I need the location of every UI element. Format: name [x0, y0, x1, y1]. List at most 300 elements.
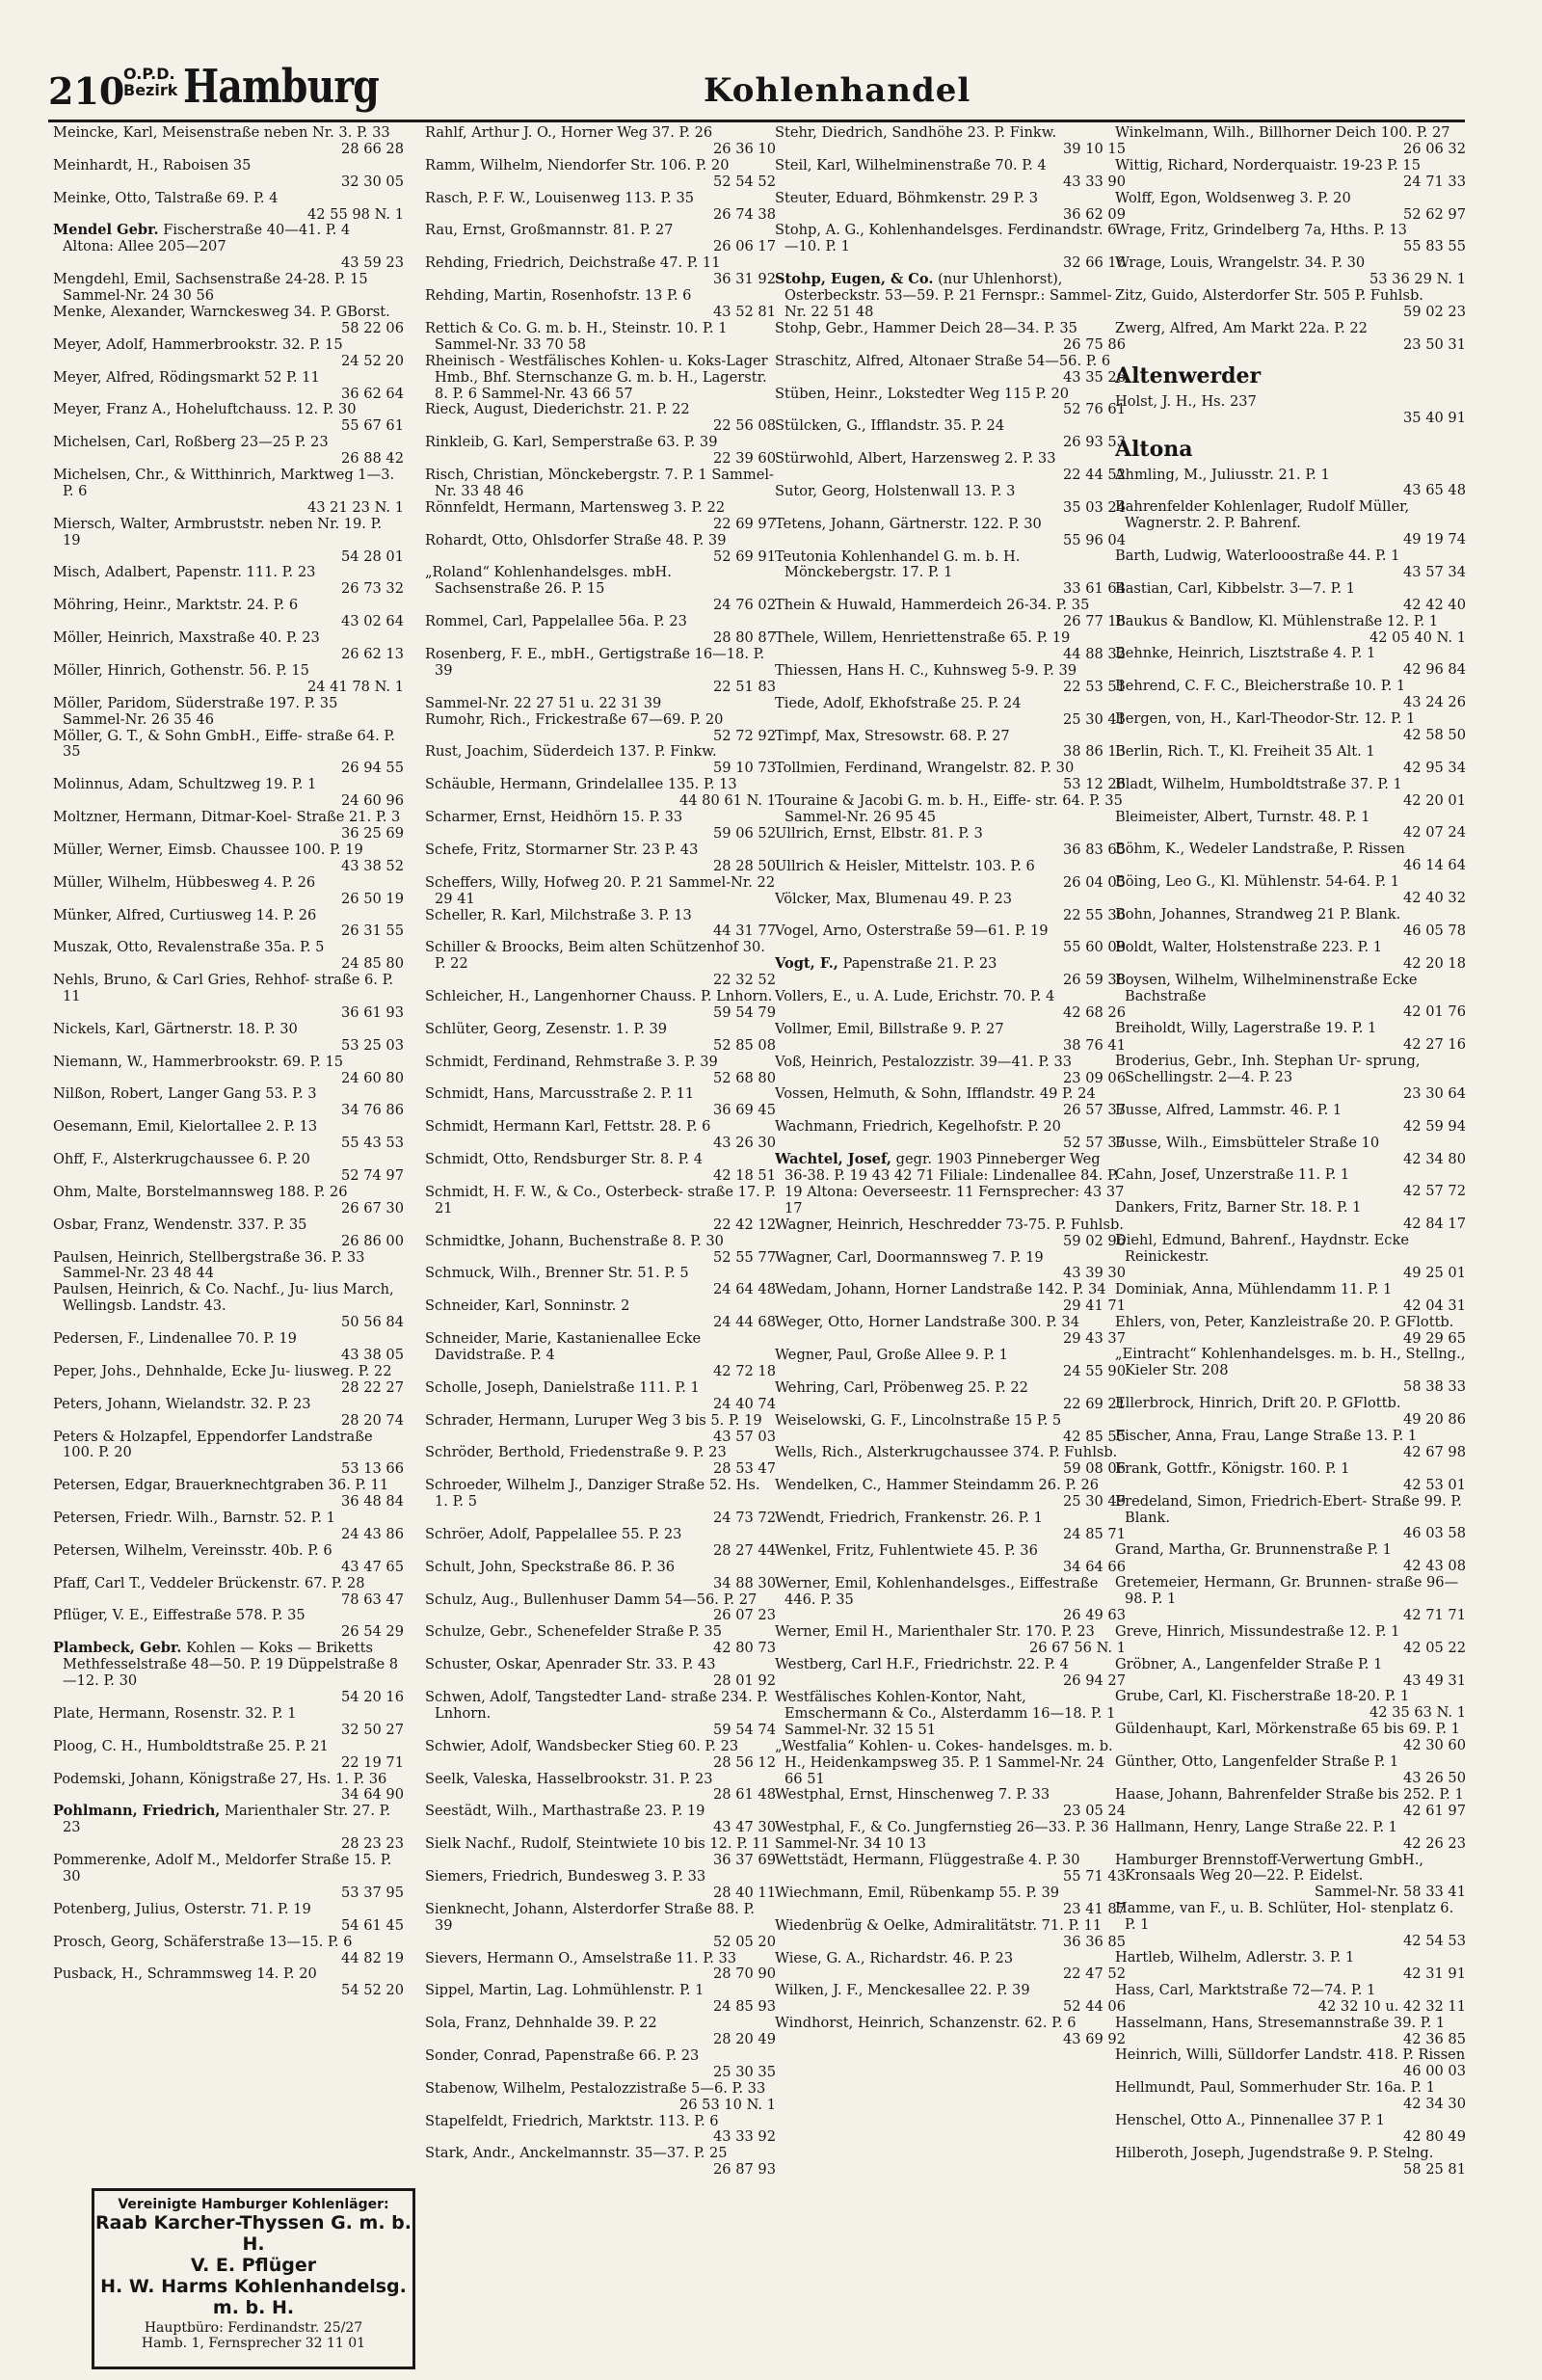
entry-phone: 25 30 35 [713, 2063, 776, 2080]
entry-name: Böing, Leo G., Kl. Mühlenstr. 54-64. [1115, 873, 1371, 891]
entry-address: P. 30 [1046, 1852, 1080, 1869]
directory-entry [53, 1706, 404, 1739]
directory-entry [1115, 255, 1466, 288]
directory-entry [425, 2146, 776, 2179]
entry-name: Wendt, Friedrich, Frankenstr. 26. [775, 1510, 1014, 1527]
directory-entry [1115, 1575, 1466, 1624]
entry-name: Bohn, Johannes, Strandweg 21 [1115, 905, 1336, 923]
ad-company-3: H. W. Harms Kohlenhandelsg. m. b. H. [100, 2276, 407, 2318]
directory-entry [425, 321, 776, 354]
entry-address: P. 35 [1044, 319, 1077, 336]
entry-address: str. 64. P. 35 Sammel-Nr. 26 95 45 [784, 792, 1123, 826]
directory-entry [775, 729, 1126, 762]
entry-name: Mendel Gebr. [53, 222, 159, 239]
directory-entry [53, 1608, 404, 1641]
entry-name: Greve, Hinrich, Missundestraße 12. [1115, 1622, 1371, 1640]
entry-address: Nr. 3. P. 33 [311, 125, 390, 141]
entry-name: Henschel, Otto A., Pinnenallee 37 [1115, 2112, 1356, 2129]
entry-address: P. 33 Sammel-Nr. 23 48 44 [63, 1248, 365, 1282]
entry-address: P. Stelng. [1367, 2144, 1434, 2161]
entry-phone: 43 52 81 [713, 303, 776, 320]
entry-address: P. 6 [685, 1118, 711, 1136]
entry-address: 12. P. 1 [1386, 612, 1439, 629]
entry-address: 100. P. 27 [1380, 125, 1450, 141]
column-2 [425, 125, 776, 2352]
entry-address: Marktweg 1—3. P. 6 [63, 467, 395, 499]
entry-address: Ecke Bachstraße [1125, 971, 1418, 1004]
entry-phone: 26 31 55 [341, 923, 404, 940]
directory-entry [425, 1983, 776, 2016]
entry-name: Hartleb, Wilhelm, Adlerstr. 3. P. 1 [1115, 1948, 1355, 1966]
entry-name: Rinkleib, G. Karl, Semperstraße 63. [425, 434, 680, 451]
entry-name: Bleimeister, Albert, Turnstr. 48. P. 1 [1115, 808, 1370, 825]
directory-entry [775, 1836, 1126, 1853]
entry-name: Sielk Nachf., Rudolf, Steintwiete 10 [425, 1835, 680, 1853]
entry-name: Ohff, F., Alsterkrugchaussee 6. P. 20 [53, 1151, 310, 1168]
entry-phone: 44 82 19 [341, 1949, 404, 1966]
entry-name: Schmidt, Hermann Karl, Fettstr. 28. [425, 1118, 682, 1136]
entry-address: P. 6 [1051, 2015, 1077, 2032]
entry-phone: 28 61 48 [713, 1786, 776, 1804]
directory-entry [53, 1543, 404, 1576]
directory-entry [425, 1560, 776, 1592]
entry-phone: 43 39 30 [1063, 1265, 1126, 1282]
directory-entry [1115, 2016, 1466, 2048]
entry-name: Stapelfeldt, Friedrich, Marktstr. 113. [425, 2112, 690, 2129]
entry-phone: 43 33 92 [713, 2128, 776, 2146]
entry-phone: 53 36 29 N. 1 [1369, 271, 1466, 288]
entry-phone: 42 95 34 [1403, 759, 1466, 776]
directory-entry [775, 1511, 1126, 1543]
entry-address: P. 33 [1016, 1786, 1050, 1804]
directory-entry [53, 1576, 404, 1609]
advertisement-box [92, 2188, 415, 2369]
entry-phone: 24 85 71 [1063, 1525, 1126, 1542]
entry-phone: 28 28 50 [713, 857, 776, 874]
directory-entry [1115, 1542, 1466, 1575]
entry-phone: 36 69 45 [713, 1102, 776, 1119]
entry-phone: 42 53 01 [1403, 1476, 1466, 1493]
entry-name: Wiese, G. A., Richardstr. 46. P. 23 [775, 1949, 1014, 1966]
entry-name: „Eintracht“ Kohlenhandelsges. [1115, 1346, 1336, 1363]
ad-address: Hauptbüro: Ferdinandstr. 25/27 [144, 2320, 363, 2336]
entry-phone: 42 68 26 [1063, 1003, 1126, 1021]
directory-entry [53, 729, 404, 778]
entry-name: Stohp, A. G., Kohlenhandelsges. [775, 222, 1003, 239]
entry-phone: 44 31 77 [713, 923, 776, 940]
entry-name: Rust, Joachim, Süderdeich 137. P. [425, 743, 666, 761]
entry-address: P. 4 [1022, 156, 1047, 174]
entry-name: Münker, Alfred, Curtiusweg 14. P. 26 [53, 906, 317, 923]
directory-entry [1115, 1396, 1466, 1429]
entry-phone: 26 75 86 [1063, 335, 1126, 353]
directory-entry [1115, 468, 1466, 500]
directory-entry [775, 859, 1126, 892]
entry-phone: 36 62 09 [1063, 205, 1126, 223]
directory-entry [425, 777, 776, 810]
directory-entry [53, 598, 404, 630]
directory-entry [53, 1217, 404, 1250]
entry-address: Straße 88. P. 39 [435, 1900, 755, 1934]
entry-name: Risch, Christian, Mönckebergstr. 7. [425, 467, 678, 484]
entry-address: straße 6. P. 11 [63, 972, 394, 1005]
entry-name: Westberg, Carl H.F., Friedrichstr. 22. [775, 1656, 1040, 1673]
directory-entry [53, 1055, 404, 1087]
directory-entry [1115, 1200, 1466, 1233]
directory-entry [53, 370, 404, 403]
directory-entry [775, 598, 1126, 630]
directory-entry [425, 402, 776, 435]
entry-address: P. 1 [1377, 775, 1402, 792]
entry-phone: 59 06 52 [713, 824, 776, 842]
entry-name: Hellmundt, Paul, Sommerhuder Str. [1115, 2079, 1371, 2097]
entry-phone: 49 25 01 [1403, 1264, 1466, 1281]
entry-name: Tiede, Adolf, Ekhofstraße 25. P. 24 [775, 694, 1022, 711]
entry-name: Thele, Willem, Henriettenstraße 65. [775, 629, 1032, 647]
directory-entry [53, 1331, 404, 1364]
entry-phone: 36 61 93 [341, 1003, 404, 1021]
entry-name: Peper, Johs., Dehnhalde, Ecke Ju- [53, 1362, 291, 1379]
entry-name: Weger, Otto, Horner Landstraße 300. [775, 1314, 1042, 1331]
directory-entry [425, 1119, 776, 1152]
entry-phone: 58 25 81 [1403, 2160, 1466, 2178]
entry-phone: 52 55 77 [713, 1248, 776, 1266]
directory-entry [53, 1739, 404, 1772]
entry-name: Pommerenke, Adolf M., Meldorfer [53, 1852, 297, 1869]
entry-phone: 36 62 64 [341, 385, 404, 402]
entry-address: Eiffestraße 446. P. 35 [784, 1574, 1099, 1608]
entry-name: Meinke, Otto, Talstraße 69. P. 4 [53, 189, 279, 206]
entry-address: P. 1 [1374, 873, 1400, 891]
entry-phone: 42 85 55 [1063, 1428, 1126, 1445]
entry-name: Möhring, Heinr., Marktstr. 24. P. 6 [53, 597, 299, 614]
entry-phone: 44 88 32 [1063, 646, 1126, 662]
entry-address: 13. P. 1 [1365, 1427, 1418, 1444]
entry-address: Fischerstraße 40—41. P. 4 Altona: Allee 205—207 [63, 222, 351, 255]
directory-entry [775, 1315, 1126, 1348]
entry-phone: 28 22 27 [341, 1378, 404, 1396]
directory-entry [1115, 744, 1466, 777]
directory-entry [775, 272, 1126, 321]
directory-entry [775, 1152, 1126, 1217]
directory-entry [1115, 321, 1466, 354]
directory-entry [1115, 679, 1466, 711]
entry-name: Hilberoth, Joseph, Jugendstraße 9. [1115, 2144, 1364, 2161]
entry-phone: 26 86 00 [341, 1232, 404, 1249]
entry-phone: 26 57 37 [1063, 1102, 1126, 1119]
ad-heading: Vereinigte Hamburger Kohlenläger: [118, 2197, 389, 2212]
entry-name: Podemski, Johann, Königstraße 27, [53, 1770, 303, 1787]
entry-name: Wilken, J. F., Menckesallee 22. P. 39 [775, 1982, 1030, 1999]
directory-entry [1115, 711, 1466, 744]
entry-phone: 26 53 10 N. 1 [678, 2096, 776, 2113]
entry-phone: 42 36 85 [1403, 2030, 1466, 2047]
entry-name: Stohp, Eugen, & Co. [775, 271, 934, 288]
entry-phone: 42 67 98 [1403, 1443, 1466, 1460]
entry-name: Rommel, Carl, Pappelallee 56a. P. 23 [425, 613, 687, 630]
entry-address: P. 1 Sammel-Nr. 33 48 46 [435, 467, 774, 499]
entry-address: bis 12. P. 11 [684, 1835, 770, 1853]
entry-address: 60. P. 23 [678, 1737, 739, 1754]
entry-name: Niemann, W., Hammerbrookstr. 69. [53, 1053, 306, 1070]
directory-entry [425, 158, 776, 191]
entry-name: Stark, Andr., Anckelmannstr. 35—37. [425, 2145, 690, 2162]
entry-phone: 34 76 86 [341, 1102, 404, 1119]
entry-name: Moltzner, Hermann, Ditmar-Koel- [53, 809, 292, 826]
entry-address: P. 1 [679, 1982, 705, 1999]
entry-name: Prosch, Georg, Schäferstraße 13—15. [53, 1933, 324, 1950]
entry-phone: 44 80 61 N. 1 [678, 792, 776, 810]
directory-entry [53, 1364, 404, 1397]
entry-phone: 49 19 74 [1403, 531, 1466, 548]
directory-entry [1115, 1820, 1466, 1853]
entry-name: Sippel, Martin, Lag. Lohmühlenstr. [425, 1982, 676, 1999]
entry-address: m. b. H., Stellng., Kieler Str. 208 [1125, 1346, 1466, 1379]
directory-entry [53, 1966, 404, 1999]
directory-entry [53, 1022, 404, 1055]
directory-entry [775, 1055, 1126, 1087]
entry-name: Zwerg, Alfred, Am Markt 22a. P. 22 [1115, 319, 1368, 336]
directory-entry [775, 191, 1126, 224]
entry-address: Kohlen — Koks — Briketts Methfesselstraße 48—50. P. 19 Düppelstraße 8—12. P. 30 [63, 1640, 399, 1690]
entry-address: Finkw. [670, 743, 717, 761]
entry-name: Schneider, Karl, Sonninstr. 2 [425, 1297, 630, 1315]
entry-phone: 42 35 63 N. 1 [1369, 1704, 1466, 1722]
entry-address: P. 25 [693, 2145, 728, 2162]
directory-entry [425, 875, 776, 908]
entry-phone: 43 38 52 [341, 857, 404, 874]
entry-phone: 42 61 97 [1403, 1802, 1466, 1819]
entry-phone: 58 22 06 [341, 319, 404, 336]
directory-entry [425, 810, 776, 842]
entry-phone: 42 34 30 [1403, 2096, 1466, 2113]
directory-entry [53, 223, 404, 272]
directory-entry [425, 842, 776, 875]
entry-phone: 55 60 09 [1063, 939, 1126, 956]
directory-entry [425, 744, 776, 777]
entry-phone: 26 67 56 N. 1 [1028, 1640, 1126, 1657]
entry-name: Pohlmann, Friedrich, [53, 1803, 221, 1820]
district-label [123, 66, 177, 98]
directory-entry [53, 1397, 404, 1430]
entry-phone: 46 05 78 [1403, 922, 1466, 939]
entry-phone: 42 04 31 [1403, 1297, 1466, 1314]
directory-entry [775, 1543, 1126, 1576]
entry-name: Schwier, Adolf, Wandsbecker Stieg [425, 1737, 674, 1754]
directory-entry [425, 1185, 776, 1234]
entry-name: Schmidt, H. F. W., & Co., Osterbeck- [425, 1183, 683, 1200]
entry-phone: 22 53 51 [1063, 678, 1126, 695]
entry-name: Wedam, Johann, Horner Landstraße [775, 1281, 1033, 1298]
entry-name: Wettstädt, Hermann, Flüggestraße 4. [775, 1852, 1043, 1869]
directory-entry [53, 1250, 404, 1283]
entry-name: Ploog, C. H., Humboldtstraße 25. [53, 1737, 291, 1754]
entry-phone: 58 38 33 [1403, 1378, 1466, 1396]
directory-entry [425, 1772, 776, 1805]
entry-phone: 52 69 91 [713, 548, 776, 565]
entry-phone: 46 14 64 [1403, 857, 1466, 874]
entry-phone: 52 62 97 [1403, 205, 1466, 223]
entry-name: Menke, Alexander, Warnckesweg 34. [53, 303, 316, 320]
entry-phone: 23 30 64 [1403, 1084, 1466, 1102]
directory-entry [775, 1787, 1126, 1820]
entry-name: Rettich & Co. G. m. b. H., Steinstr. [425, 319, 672, 336]
entry-phone: 26 93 53 [1063, 434, 1126, 451]
directory-entry [53, 565, 404, 598]
entry-address: P. 23 [665, 2046, 700, 2064]
entry-address: P. 11 [286, 368, 320, 386]
entry-address: P. 3 [292, 1085, 317, 1103]
directory-entry [53, 402, 404, 435]
directory-entry [775, 321, 1126, 354]
directory-entry [425, 1380, 776, 1413]
directory-entry [425, 1869, 776, 1902]
entry-name: Winkelmann, Wilh., Billhorner Deich [1115, 125, 1377, 141]
entry-address: 54—56. P. 27 [664, 1591, 758, 1608]
entry-phone: 55 83 55 [1403, 238, 1466, 255]
entry-address: GmbH., Kronsaals Weg 20—22. P. Eidelst. [1125, 1851, 1423, 1885]
entry-phone: 26 88 42 [341, 450, 404, 468]
entry-name: Sienknecht, Johann, Alsterdorfer [425, 1900, 660, 1917]
directory-entry [775, 1576, 1126, 1625]
entry-phone: 22 47 52 [1063, 1966, 1126, 1983]
entry-address: P. 6 [694, 2112, 719, 2129]
entry-name: Möller, Heinrich, Maxstraße 40. P. 23 [53, 629, 320, 647]
entry-name: Pflüger, V. E., Eiffestraße 578. P. 35 [53, 1607, 306, 1624]
entry-name: Hallmann, Henry, Lange Straße 22. [1115, 1818, 1369, 1835]
entry-address: 26. P. 26 [1038, 1477, 1100, 1494]
entry-name: Oesemann, Emil, Kielortallee 2. P. 13 [53, 1118, 318, 1136]
entry-name: Wiechmann, Emil, Rübenkamp 55. [775, 1884, 1022, 1901]
directory-entry [1115, 1624, 1466, 1657]
entry-name: Steuter, Eduard, Böhmkenstr. 29 [775, 189, 1009, 206]
directory-entry [775, 1086, 1126, 1119]
entry-name: Schmidtke, Johann, Buchenstraße 8. [425, 1232, 686, 1249]
entry-phone: 55 43 53 [341, 1135, 404, 1152]
entry-phone: 42 20 01 [1403, 791, 1466, 809]
entry-address: P. 1 [1380, 678, 1406, 695]
entry-address: gegr. 1903 Pinneberger Weg 36-38. P. 19 43 42 71 Filiale: Lindenallee 84. P. 19 Altona: Oeverseestr. 11 Fernsprecher: 43 37 17 [784, 1151, 1125, 1217]
directory-entry [775, 826, 1126, 859]
page-header [48, 60, 1465, 122]
directory-entry [775, 1022, 1126, 1055]
entry-address: 12. P. 1 [1364, 710, 1416, 728]
entry-name: Schröer, Adolf, Pappelallee 55. P. 23 [425, 1525, 682, 1542]
directory-entry [1115, 288, 1466, 321]
entry-name: Teutonia Kohlenhandel G. m. b. H. [775, 548, 1021, 565]
entry-name: Potenberg, Julius, Osterstr. 71. [53, 1900, 274, 1917]
entry-address: 16—18. P. 39 [435, 646, 765, 679]
entry-phone: 43 24 26 [1403, 694, 1466, 711]
directory-entry [1115, 614, 1466, 647]
directory-entry [1115, 1689, 1466, 1722]
entry-phone: 22 42 12 [713, 1216, 776, 1233]
directory-entry [1115, 191, 1466, 224]
entry-phone: 24 71 33 [1403, 173, 1466, 190]
directory-entry [53, 272, 404, 305]
entry-phone: 23 05 24 [1063, 1803, 1126, 1820]
entry-phone: 22 39 60 [713, 450, 776, 468]
directory-entry [425, 2081, 776, 2114]
directory-entry [775, 1983, 1126, 2016]
entry-name: Voß, Heinrich, Pestalozzistr. 39—41. [775, 1053, 1034, 1070]
entry-name: Sievers, Hermann O., Amselstraße 11. [425, 1949, 699, 1966]
entry-name: Schult, John, Speckstraße 86. P. 36 [425, 1558, 676, 1575]
directory-entry [775, 1348, 1126, 1380]
entry-address: Marienthaler Str. 27. P. 23 [63, 1803, 391, 1836]
entry-name: Wehring, Carl, Pröbenweg 25. P. 22 [775, 1378, 1028, 1396]
entry-name: Schulze, Gebr., Schenefelder Straße [425, 1623, 684, 1641]
place-heading: Altenwerder [1115, 362, 1262, 388]
directory-entry [425, 1478, 776, 1527]
entry-address: P. 23 [693, 1444, 727, 1461]
entry-phone: 42 18 51 [713, 1167, 776, 1184]
entry-name: Plambeck, Gebr. [53, 1640, 182, 1657]
entry-address: P. 13 [1373, 222, 1407, 239]
entry-address: Papenstraße 21. P. 23 [842, 955, 997, 973]
entry-phone: 43 26 50 [1403, 1770, 1466, 1786]
directory-entry [1115, 1754, 1466, 1787]
entry-address: bis 252. P. 1 [1378, 1785, 1464, 1803]
entry-phone: 35 40 91 [1403, 409, 1466, 426]
entry-phone: 42 43 08 [1403, 1558, 1466, 1575]
entry-phone: 24 44 68 [713, 1314, 776, 1331]
entry-phone: 39 10 15 [1063, 140, 1126, 157]
entry-name: Hasselmann, Hans, Stresemannstraße [1115, 2014, 1390, 2031]
entry-phone: 49 29 65 [1403, 1329, 1466, 1347]
entry-phone: 43 57 03 [713, 1428, 776, 1445]
entry-address: P. 1 [1375, 548, 1400, 565]
entry-phone: 43 38 05 [341, 1346, 404, 1363]
entry-name: Thein & Huwald, Hammerdeich 26-34. [775, 597, 1051, 614]
ad-phone: Hamb. 1, Fernsprecher 32 11 01 [141, 2336, 366, 2351]
entry-address: P. 34 [1046, 1314, 1080, 1331]
directory-entry [425, 354, 776, 403]
directory-entry [1115, 907, 1466, 940]
directory-entry [775, 696, 1126, 729]
directory-entry [1115, 1853, 1466, 1902]
entry-name: Petersen, Edgar, Brauerknechtgraben [53, 1477, 324, 1494]
directory-entry [425, 2048, 776, 2081]
directory-entry [53, 305, 404, 337]
entry-phone: 43 69 92 [1063, 2031, 1126, 2048]
entry-name: Diehl, Edmund, Bahrenf., Haydnstr. [1115, 1232, 1370, 1249]
entry-address: Müller, Wagnerstr. 2. P. Bahrenf. [1125, 498, 1410, 532]
entry-name: Gretemeier, Hermann, Gr. Brunnen- [1115, 1574, 1372, 1591]
entry-address: P. 19 [278, 1900, 311, 1917]
entry-address: 67. P. 28 [304, 1574, 365, 1591]
entry-name: Hass, Carl, Marktstraße 72—74. P. 1 [1115, 1981, 1376, 1998]
entry-name: Petersen, Friedr. Wilh., Barnstr. 52. [53, 1510, 306, 1527]
entry-phone: 54 52 20 [341, 1982, 404, 1999]
entry-address: P. 15 [309, 1053, 344, 1070]
entry-address: straße 234. P. Lnhorn. [435, 1689, 768, 1722]
directory-entry [1115, 1347, 1466, 1396]
entry-address: P. 39 [1025, 1884, 1060, 1901]
entry-name: Wiedenbrüg & Oelke, Admiralitätstr. [775, 1916, 1037, 1934]
entry-name: Paulsen, Heinrich, Stellbergstraße 36. [53, 1248, 328, 1266]
entry-address: P. 1 [1373, 1753, 1399, 1771]
entry-phone: 36 37 69 [713, 1852, 776, 1869]
entry-phone: 28 40 11 [713, 1884, 776, 1901]
entry-phone: 42 54 53 [1403, 1933, 1466, 1950]
entry-address: Rissen [1358, 841, 1405, 858]
entry-name: Schleicher, H., Langenhorner Chauss. [425, 988, 697, 1005]
directory-entry [53, 1804, 404, 1853]
directory-entry [1115, 394, 1466, 427]
entry-name: Michelsen, Chr., & Witthinrich, [53, 467, 277, 484]
entry-phone: 52 74 97 [341, 1167, 404, 1184]
